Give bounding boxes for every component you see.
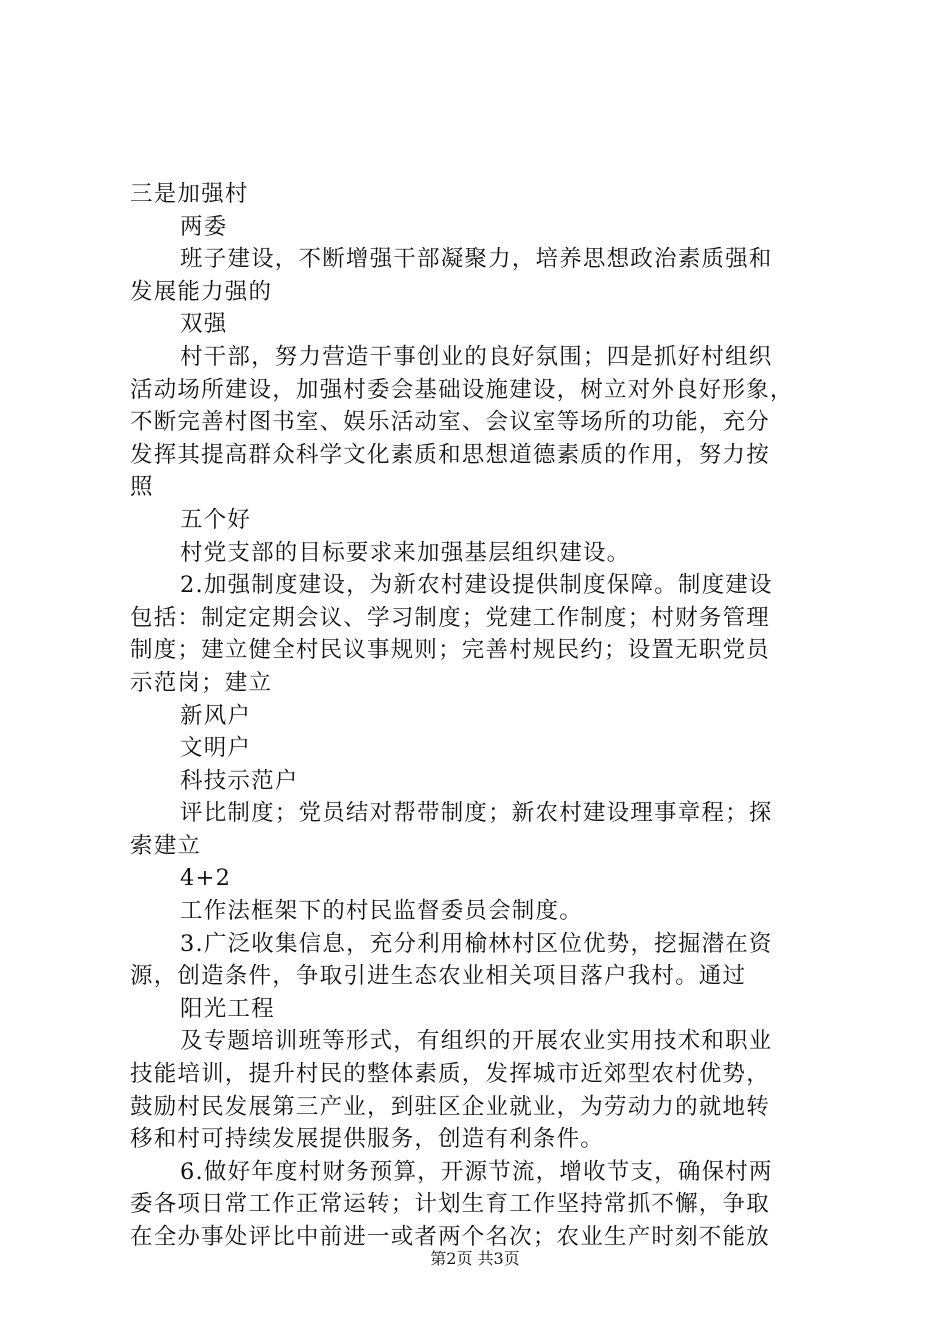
text-line: 活动场所建设，加强村委会基础设施建设，树立对外良好形象， <box>130 376 794 403</box>
text-line: 班子建设，不断增强干部凝聚力，培养思想政治素质强和 <box>180 246 773 273</box>
text-line: 五个好 <box>180 506 252 533</box>
text-line: 6.做好年度村财务预算，开源节流，增收节支，确保村两 <box>180 1158 773 1185</box>
text-line: 评比制度；党员结对帮带制度；新农村建设理事章程；探 <box>180 800 773 827</box>
text-line: 发挥其提高群众科学文化素质和思想道德素质的作用，努力按 <box>130 441 770 468</box>
text-line: 制度；建立健全村民议事规则；完善村规民约；设置无职党员 <box>130 637 770 664</box>
text-line: 村党支部的目标要求来加强基层组织建设。 <box>180 539 631 566</box>
text-line: 移和村可持续发展提供服务，创造有利条件。 <box>130 1126 605 1153</box>
text-line: 新风户 <box>180 702 252 729</box>
text-line: 双强 <box>180 311 228 338</box>
text-line: 技能培训，提升村民的整体素质，发挥城市近郊型农村优势， <box>130 1061 770 1088</box>
text-line: 三是加强村 <box>130 181 249 207</box>
text-line: 工作法框架下的村民监督委员会制度。 <box>180 898 583 925</box>
page-footer: 第2页 共3页 <box>430 1249 520 1268</box>
body-text <box>130 178 830 1254</box>
text-line: 不断完善村图书室、娱乐活动室、会议室等场所的功能，充分 <box>130 409 770 436</box>
text-line: 4+2 <box>180 865 232 892</box>
text-line: 阳光工程 <box>180 995 275 1022</box>
text-line: 科技示范户 <box>180 767 299 794</box>
text-line: 在全办事处评比中前进一或者两个名次；农业生产时刻不能放 <box>130 1224 770 1250</box>
text-line: 2.加强制度建设，为新农村建设提供制度保障。制度建设 <box>180 572 773 599</box>
text-line: 示范岗；建立 <box>130 669 273 696</box>
text-line: 包括：制定定期会议、学习制度；党建工作制度；村财务管理 <box>130 604 770 631</box>
text-line: 委各项日常工作正常运转；计划生育工作坚持常抓不懈，争取 <box>130 1191 770 1218</box>
text-line: 3.广泛收集信息，充分利用榆林村区位优势，挖掘潜在资 <box>180 930 773 957</box>
text-line: 两委 <box>180 213 228 240</box>
text-line: 鼓励村民发展第三产业，到驻区企业就业，为劳动力的就地转 <box>130 1093 770 1120</box>
text-line: 村干部，努力营造干事创业的良好氛围；四是抓好村组织 <box>180 343 773 370</box>
text-line: 发展能力强的 <box>130 278 273 305</box>
text-line: 索建立 <box>130 832 202 859</box>
text-line: 及专题培训班等形式，有组织的开展农业实用技术和职业 <box>180 1028 773 1055</box>
text-line: 文明户 <box>180 735 252 762</box>
text-line: 源，创造条件，争取引进生态农业相关项目落户我村。通过 <box>130 963 747 990</box>
text-line: 照 <box>130 474 154 501</box>
